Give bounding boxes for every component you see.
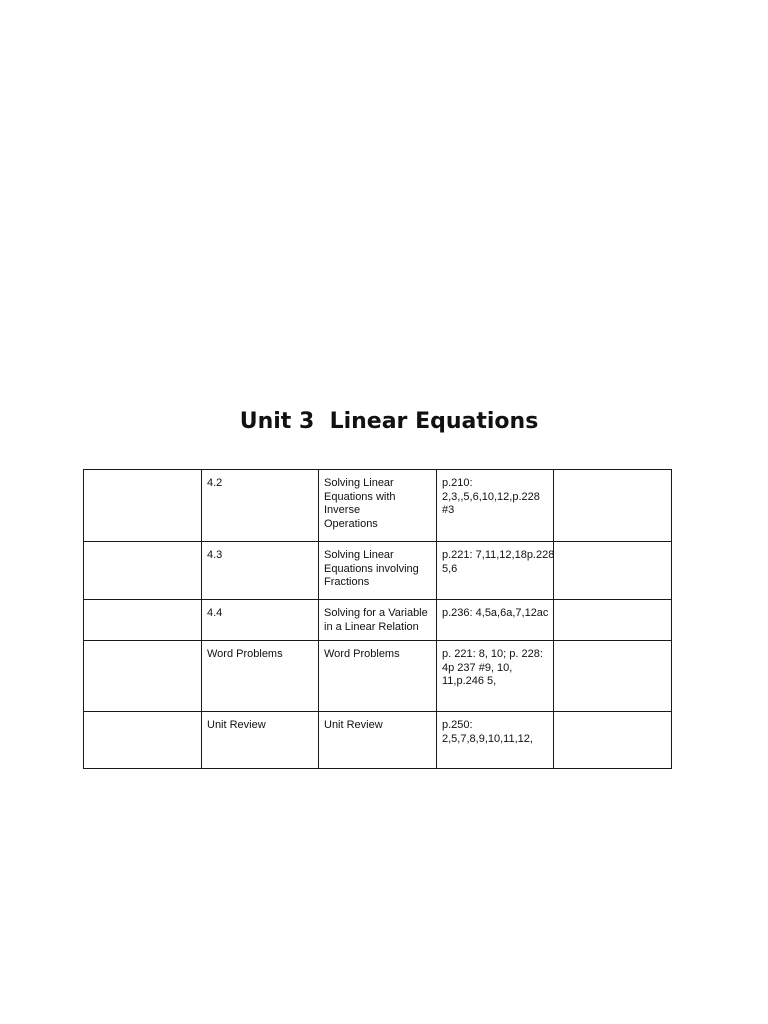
assignment-cell: p.236: 4,5a,6a,7,12ac [437,600,554,641]
topic-cell: Unit Review [319,712,437,769]
empty-cell [84,470,202,542]
topic-cell: Solving Linear Equations involving Fractions [319,542,437,600]
topic-cell: Word Problems [319,641,437,712]
notes-cell [554,600,672,641]
empty-cell [84,641,202,712]
empty-cell [84,712,202,769]
table-row [84,600,672,641]
table-row [84,542,672,600]
assignment-cell: p. 221: 8, 10; p. 228: 4p 237 #9, 10, 11,p.246 5, [437,641,554,712]
section-cell: Word Problems [202,641,319,712]
unit-schedule-table [83,469,672,769]
assignment-cell: p.210: 2,3,,5,6,10,12,p.228 #3 [437,470,554,542]
section-cell: Unit Review [202,712,319,769]
table-row [84,470,672,542]
notes-cell [554,641,672,712]
empty-cell [84,542,202,600]
assignment-cell: p.221: 7,11,12,18p.228 5,6 [437,542,554,600]
notes-cell [554,712,672,769]
table-row [84,641,672,712]
topic-cell: Solving Linear Equations with Inverse Operations [319,470,437,542]
notes-cell [554,542,672,600]
section-cell: 4.4 [202,600,319,641]
section-cell: 4.2 [202,470,319,542]
empty-cell [84,600,202,641]
document-title: Unit 3 Linear Equations [239,409,539,434]
section-cell: 4.3 [202,542,319,600]
assignment-cell: p.250: 2,5,7,8,9,10,11,12, [437,712,554,769]
table-row [84,712,672,769]
topic-cell: Solving for a Variable in a Linear Relation [319,600,437,641]
notes-cell [554,470,672,542]
